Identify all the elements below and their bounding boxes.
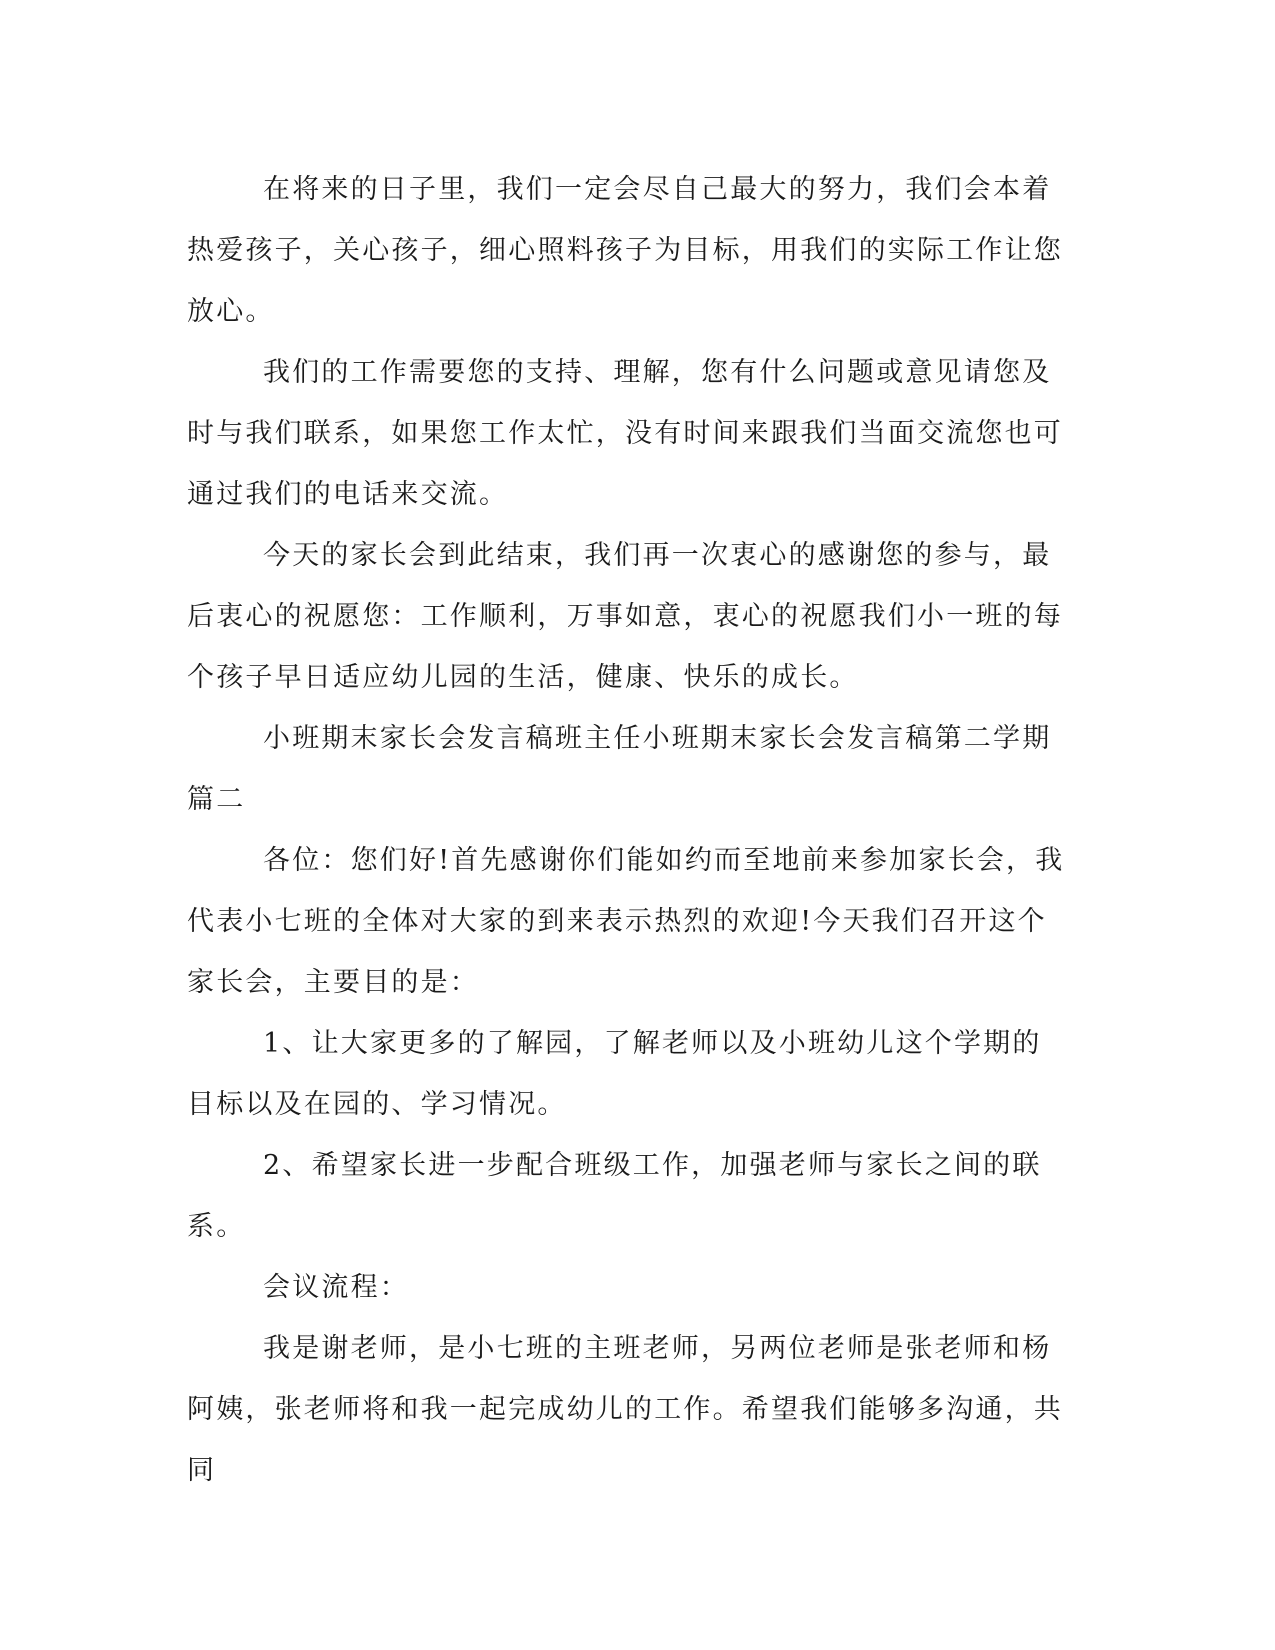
paragraph-greeting: 各位：您们好!首先感谢你们能如约而至地前来参加家长会，我代表小七班的全体对大家的到来表示热烈的欢迎!今天我们召开这个家长会，主要目的是： bbox=[187, 845, 1065, 998]
list-item-purpose-2: 2、希望家长进一步配合班级工作，加强老师与家长之间的联系。 bbox=[187, 1150, 1042, 1242]
paragraph-teacher-intro: 我是谢老师，是小七班的主班老师，另两位老师是张老师和杨阿姨，张老师将和我一起完成幼儿的工作。希望我们能够多沟通，共同 bbox=[187, 1333, 1063, 1486]
section-heading: 小班期末家长会发言稿班主任小班期末家长会发言稿第二学期篇二 bbox=[187, 723, 1052, 815]
document-body bbox=[187, 159, 1067, 1501]
list-item-purpose-1: 1、让大家更多的了解园，了解老师以及小班幼儿这个学期的目标以及在园的、学习情况。 bbox=[187, 1028, 1042, 1120]
paragraph-agenda-label: 会议流程： bbox=[263, 1272, 409, 1303]
paragraph-support-request: 我们的工作需要您的支持、理解，您有什么问题或意见请您及时与我们联系，如果您工作太忙，没有时间来跟我们当面交流您也可通过我们的电话来交流。 bbox=[187, 357, 1063, 510]
paragraph-closing-effort: 在将来的日子里，我们一定会尽自己最大的努力，我们会本着热爱孩子，关心孩子，细心照料孩子为目标，用我们的实际工作让您放心。 bbox=[187, 174, 1063, 327]
paragraph-meeting-end: 今天的家长会到此结束，我们再一次衷心的感谢您的参与，最后衷心的祝愿您：工作顺利，万事如意，衷心的祝愿我们小一班的每个孩子早日适应幼儿园的生活，健康、快乐的成长。 bbox=[187, 540, 1063, 693]
